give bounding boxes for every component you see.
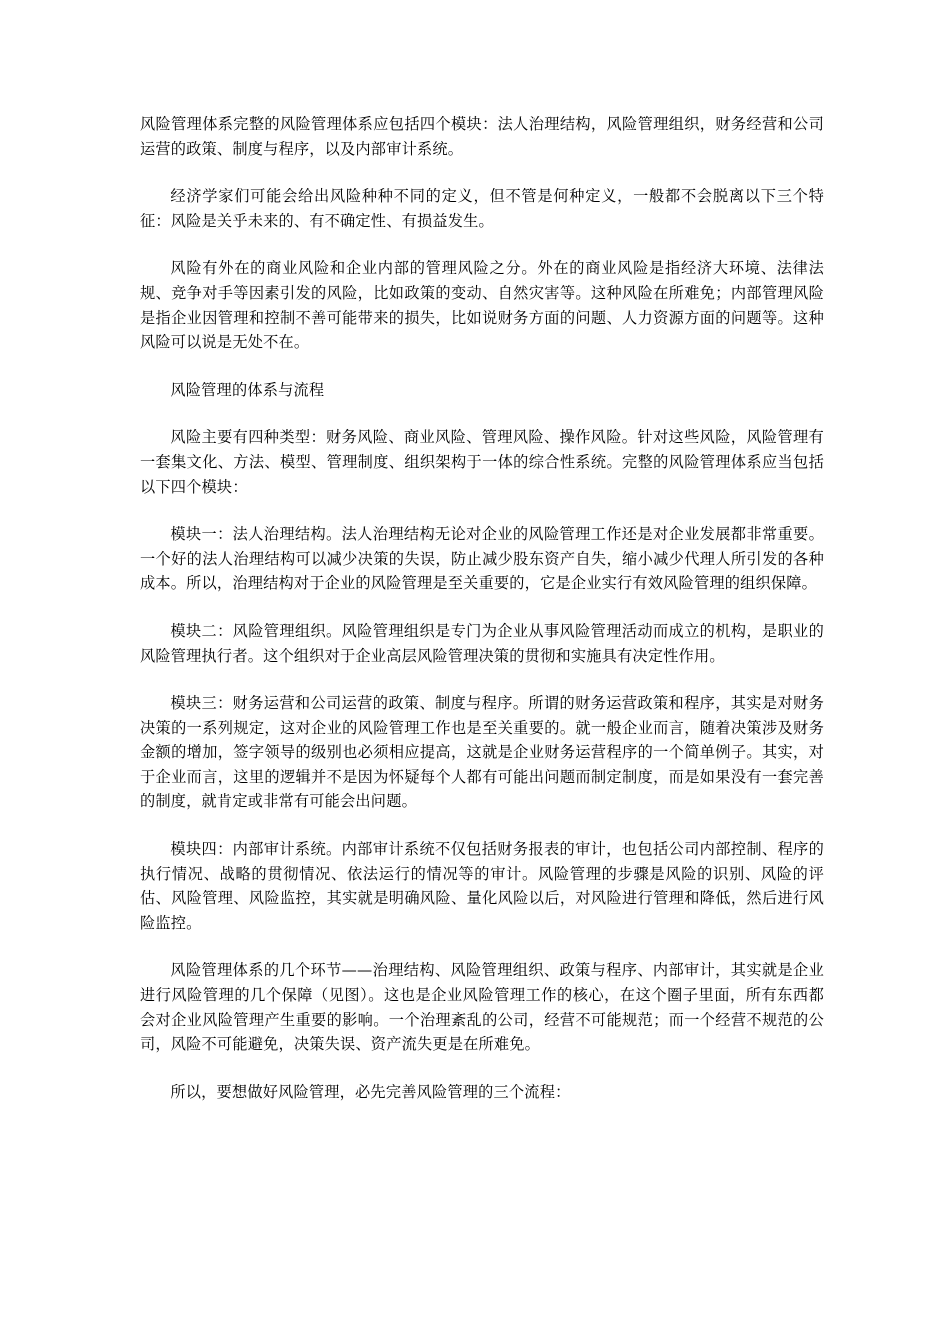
paragraph-risk-features: 经济学家们可能会给出风险种种不同的定义，但不管是何种定义，一般都不会脱离以下三个特征：风险是关乎未来的、有不确定性、有损益发生。	[140, 187, 824, 230]
section-heading: 风险管理的体系与流程	[170, 380, 325, 399]
paragraph-risk-types: 风险主要有四种类型：财务风险、商业风险、管理风险、操作风险。针对这些风险，风险管理有一套集文化、方法、模型、管理制度、组织架构于一体的综合性系统。完整的风险管理体系应当包括以下四个模块：	[140, 428, 824, 496]
paragraph-intro: 风险管理体系完整的风险管理体系应包括四个模块：法人治理结构，风险管理组织，财务经营和公司运营的政策、制度与程序，以及内部审计系统。	[140, 115, 824, 158]
paragraph-risk-categories: 风险有外在的商业风险和企业内部的管理风险之分。外在的商业风险是指经济大环境、法律法规、竞争对手等因素引发的风险，比如政策的变动、自然灾害等。这种风险在所难免；内部管理风险是指企业因管理和控制不善可能带来的损失，比如说财务方面的问题、人力资源方面的问题等。这种风险可以说是无处不在。	[140, 259, 824, 352]
paragraph-module-four: 模块四：内部审计系统。内部审计系统不仅包括财务报表的审计，也包括公司内部控制、程序的执行情况、战略的贯彻情况、依法运行的情况等的审计。风险管理的步骤是风险的识别、风险的评估、风险管理、风险监控，其实就是明确风险、量化风险以后，对风险进行管理和降低，然后进行风险监控。	[140, 840, 824, 932]
paragraph-conclusion: 所以，要想做好风险管理，必先完善风险管理的三个流程：	[170, 1082, 571, 1101]
paragraph-system-links: 风险管理体系的几个环节——治理结构、风险管理组织、政策与程序、内部审计，其实就是企业进行风险管理的几个保障（见图）。这也是企业风险管理工作的核心，在这个圈子里面，所有东西都会对企业风险管理产生重要的影响。一个治理紊乱的公司，经营不可能规范；而一个经营不规范的公司，风险不可能避免，决策失误、资产流失更是在所难免。	[140, 961, 824, 1054]
paragraph-module-two: 模块二：风险管理组织。风险管理组织是专门为企业从事风险管理活动而成立的机构，是职业的风险管理执行者。这个组织对于企业高层风险管理决策的贯彻和实施具有决定性作用。	[140, 621, 824, 665]
paragraph-module-three: 模块三：财务运营和公司运营的政策、制度与程序。所谓的财务运营政策和程序，其实是对财务决策的一系列规定，这对企业的风险管理工作也是至关重要的。就一般企业而言，随着决策涉及财务金额的增加，签字领导的级别也必须相应提高，这就是企业财务运营程序的一个简单例子。其实，对于企业而言，这里的逻辑并不是因为怀疑每个人都有可能出问题而制定制度，而是如果没有一套完善的制度，就肯定或非常有可能会出问题。	[140, 694, 824, 811]
paragraph-module-one: 模块一：法人治理结构。法人治理结构无论对企业的风险管理工作还是对企业发展都非常重要。一个好的法人治理结构可以减少决策的失误，防止减少股东资产自失，缩小减少代理人所引发的各种成本。所以，治理结构对于企业的风险管理是至关重要的，它是企业实行有效风险管理的组织保障。	[140, 525, 824, 593]
document-body	[140, 112, 824, 1127]
